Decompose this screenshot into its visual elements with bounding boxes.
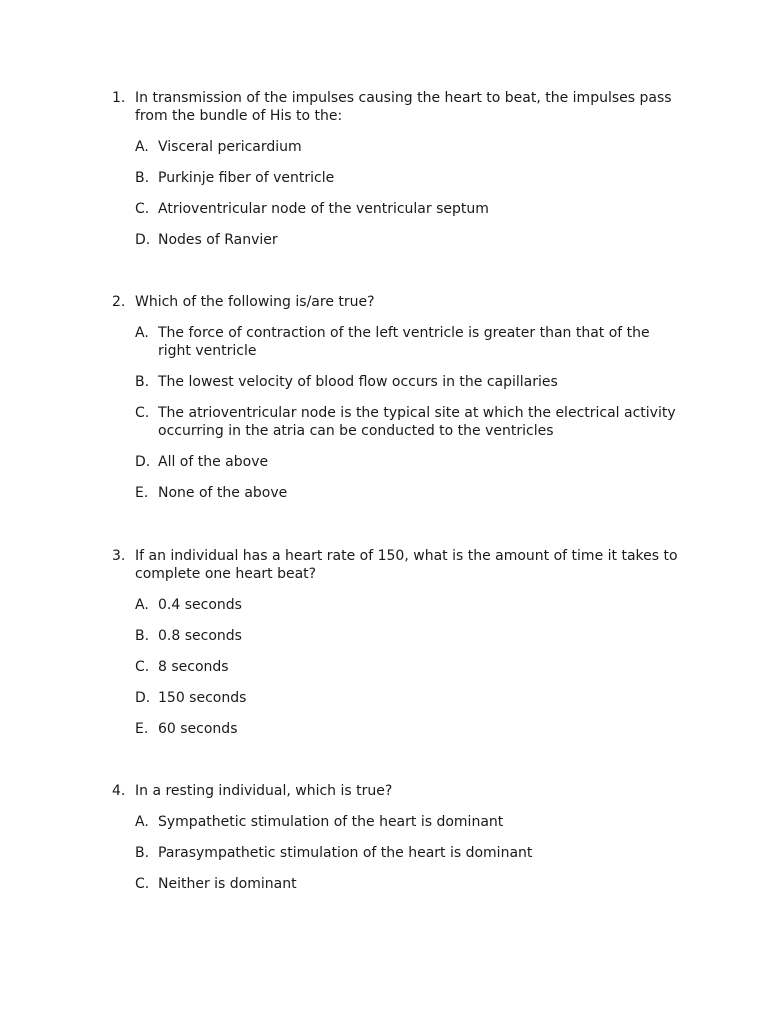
option-letter: D. — [135, 232, 151, 248]
option-e — [112, 720, 682, 738]
option-text: None of the above — [158, 485, 288, 501]
question-stem — [112, 547, 682, 583]
question-text: If an individual has a heart rate of 150, what is the amount of time it takes to complete one heart beat? — [135, 548, 678, 582]
option-a — [112, 813, 682, 831]
question-number: 2. — [112, 294, 126, 310]
option-a — [112, 138, 682, 156]
option-letter: C. — [135, 201, 150, 217]
option-letter: E. — [135, 721, 149, 737]
question-4 — [112, 782, 682, 893]
option-text: All of the above — [158, 454, 269, 470]
option-letter: B. — [135, 845, 150, 861]
option-c — [112, 200, 682, 218]
option-text: 150 seconds — [158, 690, 247, 706]
question-stem — [112, 782, 682, 800]
option-text: Visceral pericardium — [158, 139, 302, 155]
option-d — [112, 453, 682, 471]
question-number: 3. — [112, 548, 126, 564]
option-text: The lowest velocity of blood flow occurs in the capillaries — [158, 374, 558, 390]
option-letter: C. — [135, 659, 150, 675]
option-text: 0.4 seconds — [158, 597, 242, 613]
question-stem — [112, 89, 682, 125]
question-2 — [112, 293, 682, 502]
option-text: 60 seconds — [158, 721, 238, 737]
option-letter: B. — [135, 374, 150, 390]
option-list — [112, 813, 682, 893]
option-letter: D. — [135, 690, 151, 706]
option-text: 8 seconds — [158, 659, 229, 675]
option-letter: A. — [135, 814, 149, 830]
option-text: Atrioventricular node of the ventricular septum — [158, 201, 489, 217]
option-letter: B. — [135, 628, 150, 644]
option-b — [112, 169, 682, 187]
question-stem — [112, 293, 682, 311]
option-c — [112, 404, 682, 440]
option-letter: D. — [135, 454, 151, 470]
option-text: Neither is dominant — [158, 876, 297, 892]
option-text: Sympathetic stimulation of the heart is dominant — [158, 814, 504, 830]
option-list — [112, 596, 682, 738]
option-a — [112, 596, 682, 614]
option-text: The atrioventricular node is the typical site at which the electrical activity occurring in the atria can be conducted to the ventricles — [158, 405, 676, 439]
option-letter: A. — [135, 597, 149, 613]
question-text: Which of the following is/are true? — [135, 294, 375, 310]
option-letter: B. — [135, 170, 150, 186]
option-letter: A. — [135, 139, 149, 155]
option-b — [112, 844, 682, 862]
option-letter: C. — [135, 876, 150, 892]
option-b — [112, 627, 682, 645]
option-list — [112, 324, 682, 502]
question-number: 4. — [112, 783, 126, 799]
option-text: Nodes of Ranvier — [158, 232, 278, 248]
question-3 — [112, 547, 682, 738]
option-a — [112, 324, 682, 360]
question-text: In a resting individual, which is true? — [135, 783, 393, 799]
question-text: In transmission of the impulses causing the heart to beat, the impulses pass from the bundle of His to the: — [135, 90, 672, 124]
option-e — [112, 484, 682, 502]
option-d — [112, 689, 682, 707]
option-letter: E. — [135, 485, 149, 501]
option-c — [112, 875, 682, 893]
option-c — [112, 658, 682, 676]
option-d — [112, 231, 682, 249]
option-b — [112, 373, 682, 391]
option-text: Parasympathetic stimulation of the heart is dominant — [158, 845, 533, 861]
option-letter: A. — [135, 325, 149, 341]
question-number: 1. — [112, 90, 126, 106]
question-1 — [112, 89, 682, 249]
option-text: 0.8 seconds — [158, 628, 242, 644]
option-text: Purkinje fiber of ventricle — [158, 170, 335, 186]
option-list — [112, 138, 682, 249]
option-letter: C. — [135, 405, 150, 421]
option-text: The force of contraction of the left ventricle is greater than that of the right ventricle — [158, 325, 650, 359]
